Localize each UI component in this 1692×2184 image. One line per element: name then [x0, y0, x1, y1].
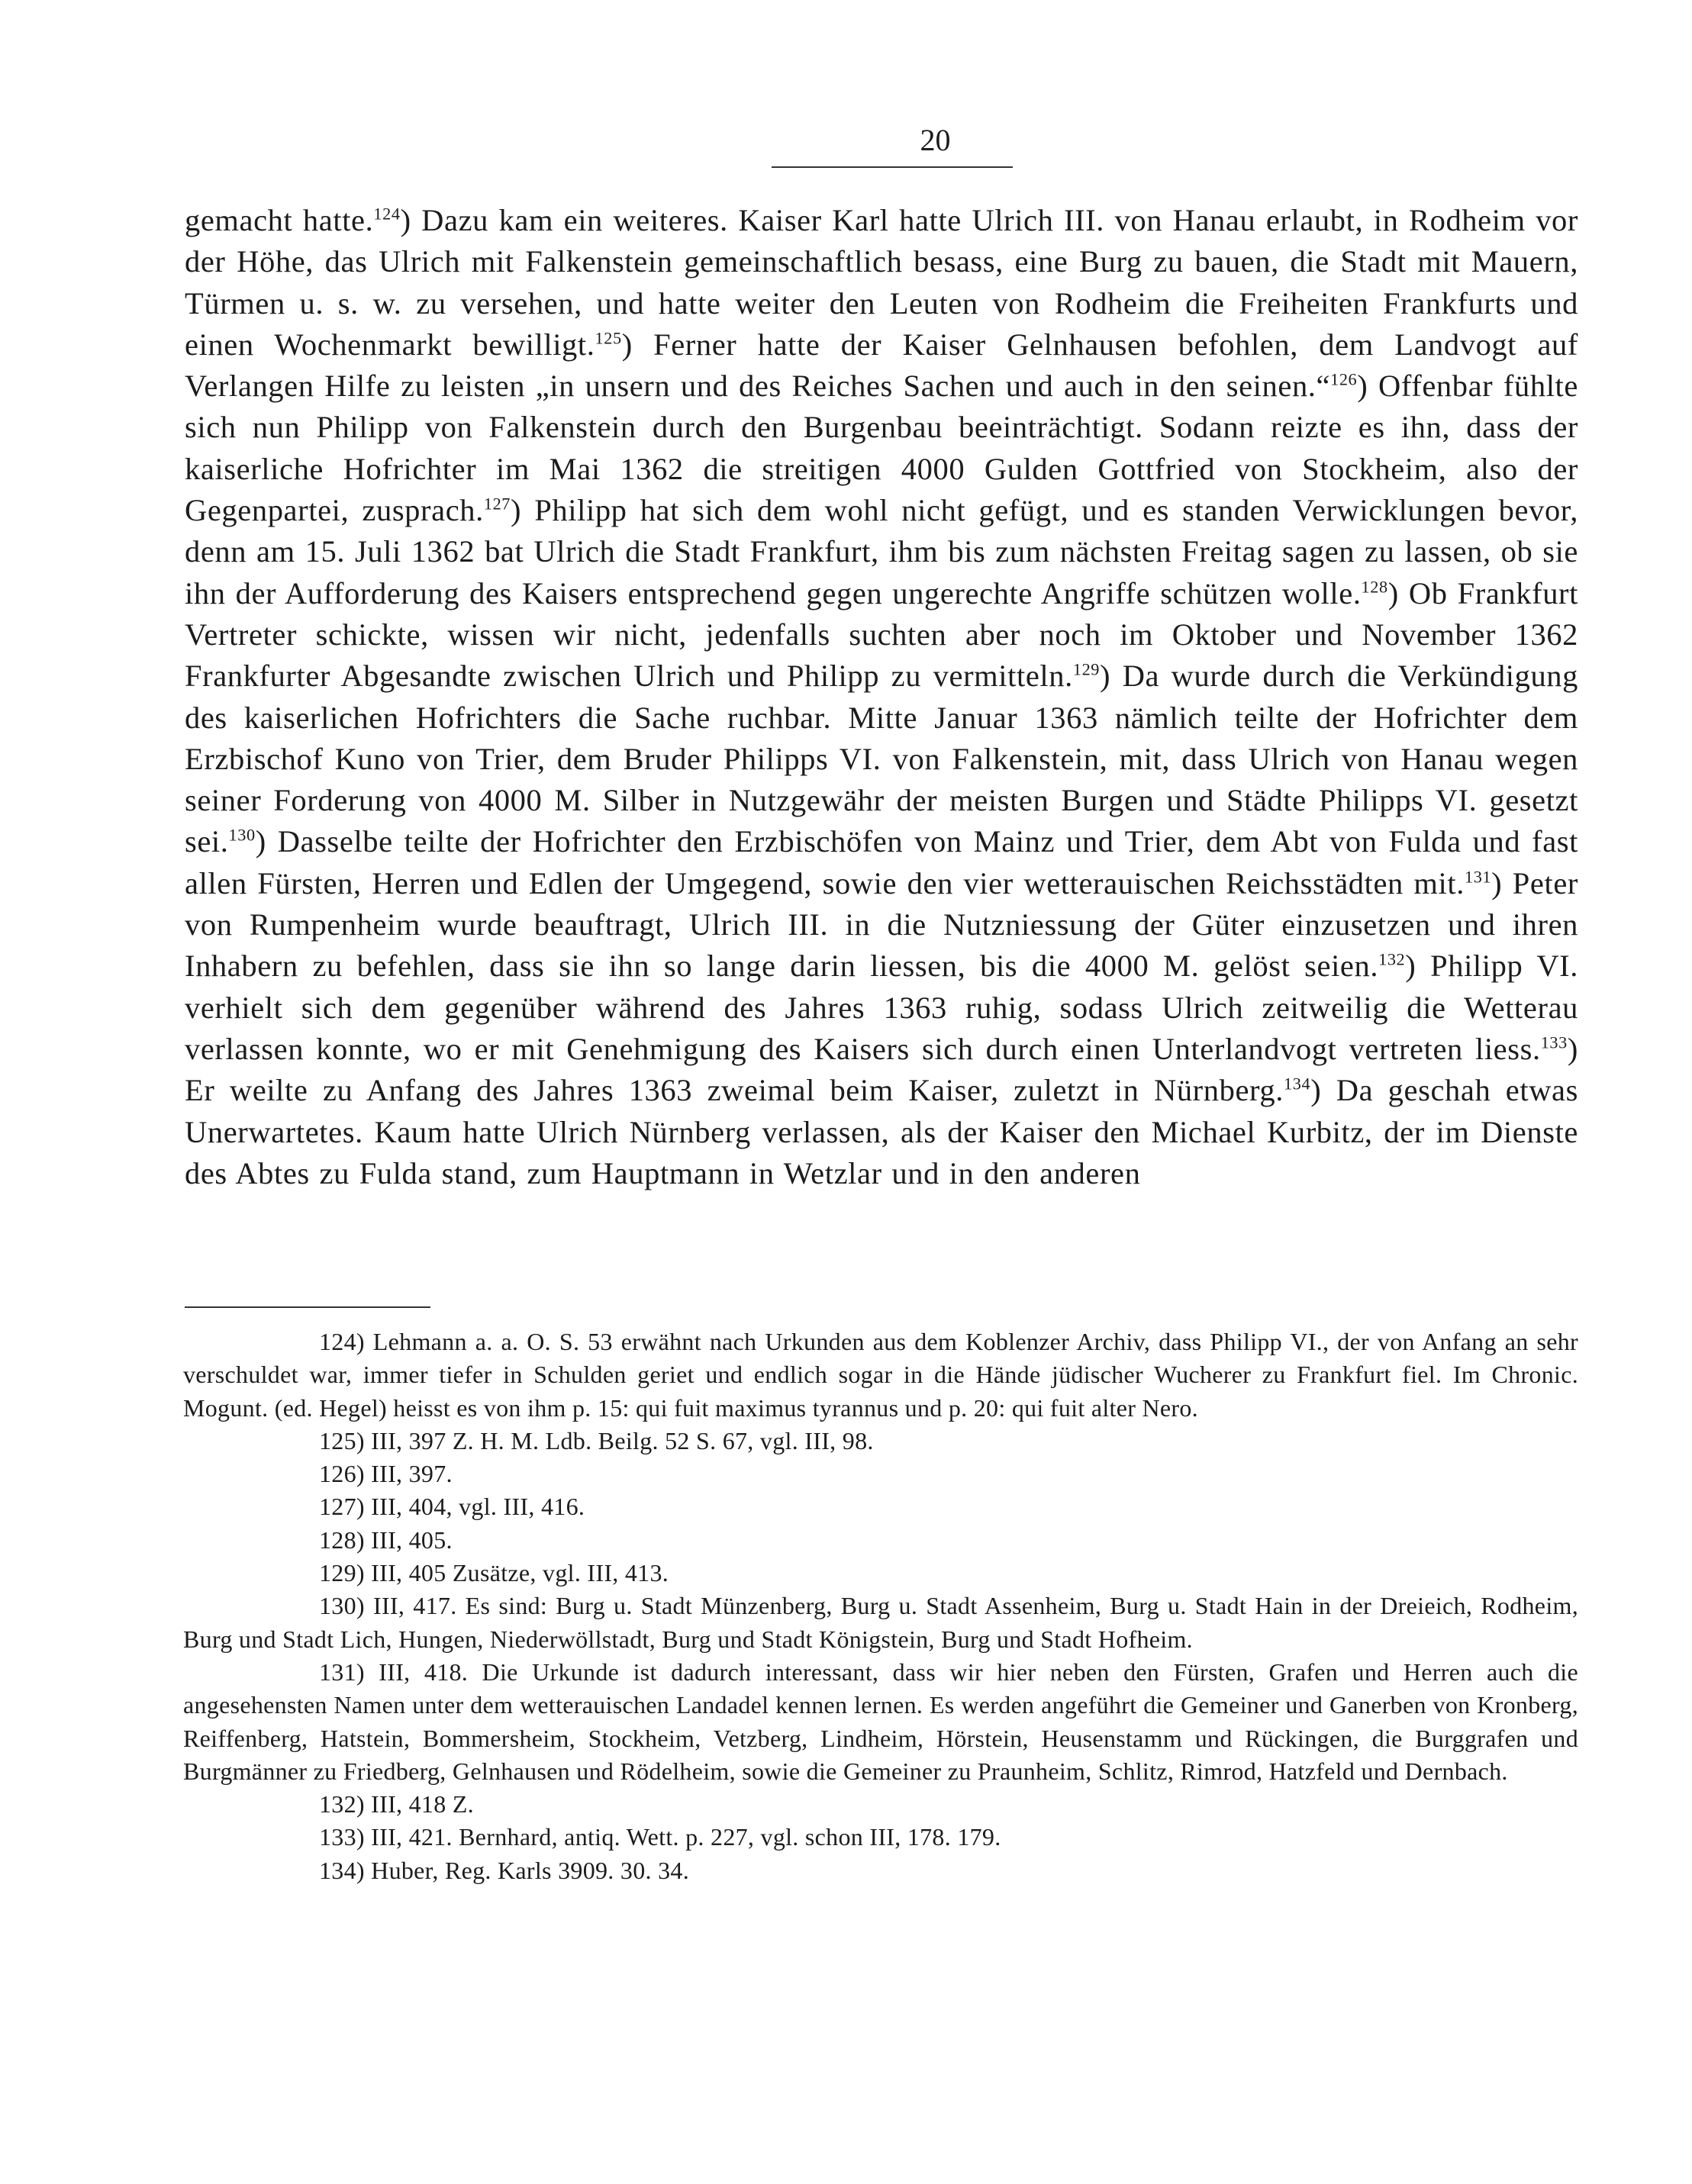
text-run: gemacht hatte.: [185, 203, 374, 237]
text-run: ) Philipp hat sich dem wohl nicht gefügt, und es standen Verwicklungen bevor, denn am 15. Juli 1362 bat Ulrich die Stadt Frankfurt, ihm bis zum nächsten Freitag sagen zu lassen, ob sie ihn der Aufforderung des Kaisers entsprechend gegen ungerechte Angriffe schützen wolle.: [185, 493, 1578, 610]
footnote-134: 134) Huber, Reg. Karls 3909. 30. 34.: [319, 1856, 690, 1884]
footnote-marker: 129: [1072, 659, 1101, 679]
footnote-marker: 134: [1283, 1074, 1311, 1094]
text-run: ) Da wurde durch die Verkündigung des kaiserlichen Hofrichters die Sache ruchbar. Mitte Januar 1363 nämlich teilte der Hofrichter dem Erzbischof Kuno von Trier, dem Bruder Philipps VI. von Falkenstein, mit, dass Ulrich von Hanau wegen seiner Forderung von 4000 M. Silber in Nutzgewähr der meisten Burgen und Städte Philipps VI. gesetzt sei.: [185, 659, 1578, 859]
footnote-129: 129) III, 405 Zusätze, vgl. III, 413.: [319, 1559, 669, 1587]
text-run: ) Philipp VI. verhielt sich dem gegenüber während des Jahres 1363 ruhig, sodass Ulrich zeitweilig die Wetterau verlassen konnte, wo er mit Genehmigung des Kaisers sich durch einen Unterlandvogt vertreten liess.: [185, 949, 1578, 1066]
main-paragraph: [185, 200, 1578, 1194]
page-number: 20: [920, 123, 951, 157]
footnote-marker: 131: [1464, 867, 1492, 887]
text-run: ) Dasselbe teilte der Hofrichter den Erzbischöfen von Mainz und Trier, dem Abt von Fulda und fast allen Fürsten, Herren und Edlen der Umgegend, sowie den vier wetterauischen Reichsstädten mit.: [185, 824, 1578, 900]
footnote-marker: 125: [595, 328, 622, 348]
text-run: ) Da geschah etwas Unerwartetes. Kaum hatte Ulrich Nürnberg verlassen, als der Kaiser den Michael Kurbitz, der im Dienste des Abtes zu Fulda stand, zum Hauptmann in Wetzlar und in den anderen: [185, 1073, 1578, 1190]
footnote-124: 124) Lehmann a. a. O. S. 53 erwähnt nach Urkunden aus dem Koblenzer Archiv, dass Philipp VI., der von Anfang an sehr verschuldet war, immer tiefer in Schulden geriet und endlich sogar in die Hände jüdischer Wucherer zu Frankfurt fiel. Im Chronic. Mogunt. (ed. Hegel) heisst es von ihm p. 15: qui fuit maximus tyrannus und p. 20: qui fuit alter Nero.: [183, 1328, 1578, 1422]
footnote-127: 127) III, 404, vgl. III, 416.: [319, 1493, 585, 1521]
footnote-marker: 126: [1330, 369, 1358, 389]
footnotes: [183, 1326, 1578, 1887]
header-rule: [772, 166, 1013, 168]
text-run: ) Dazu kam ein weiteres. Kaiser Karl hatte Ulrich III. von Hanau erlaubt, in Rodheim vor der Höhe, das Ulrich mit Falkenstein gemeinschaftlich besass, eine Burg zu bauen, die Stadt mit Mauern, Türmen u. s. w. zu versehen, und hatte weiter den Leuten von Rodheim die Freiheiten Frankfurts und einen Wochenmarkt bewilligt.: [185, 203, 1578, 362]
footnote-marker: 132: [1378, 949, 1406, 969]
text-run: ) Er weilte zu Anfang des Jahres 1363 zweimal beim Kaiser, zuletzt in Nürnberg.: [185, 1031, 1578, 1108]
footnote-133: 133) III, 421. Bernhard, antiq. Wett. p. 227, vgl. schon III, 178. 179.: [319, 1823, 1001, 1851]
footnote-marker: 133: [1540, 1032, 1568, 1052]
footnote-marker: 124: [373, 204, 401, 224]
footnote-130: 130) III, 417. Es sind: Burg u. Stadt Münzenberg, Burg u. Stadt Assenheim, Burg u. Stadt Hain in der Dreieich, Rodheim, Burg und Stadt Lich, Hungen, Niederwöllstadt, Burg und Stadt Königstein, Burg und Stadt Hofheim.: [183, 1592, 1578, 1653]
footnote-marker: 128: [1361, 577, 1388, 597]
main-text: [185, 200, 1578, 1194]
text-run: ) Offenbar fühlte sich nun Philipp von Falkenstein durch den Burgenbau beeinträchtigt. Sodann reizte es ihn, dass der kaiserliche Hofrichter im Mai 1362 die streitigen 4000 Gulden Gottfried von Stockheim, also der Gegenpartei, zusprach.: [185, 369, 1578, 528]
text-run: ) Ferner hatte der Kaiser Gelnhausen befohlen, dem Landvogt auf Verlangen Hilfe zu leisten „in unsern und des Reiches Sachen und auch in den seinen.“: [185, 327, 1578, 404]
footnote-131: 131) III, 418. Die Urkunde ist dadurch interessant, dass wir hier neben den Fürsten, Grafen und Herren auch die angesehensten Namen unter dem wetterauischen Landadel kennen lernen. Es werden angeführt die Gemeiner und Ganerben von Kronberg, Reiffenberg, Hatstein, Bommersheim, Stockheim, Vetzberg, Lindheim, Hörstein, Heusenstamm und Rückingen, die Burggrafen und Burgmänner zu Friedberg, Gelnhausen und Rödelheim, sowie die Gemeiner zu Praunheim, Schlitz, Rimrod, Hatzfeld und Dernbach.: [183, 1657, 1578, 1785]
footnote-marker: 127: [483, 494, 511, 514]
footnote-128: 128) III, 405.: [319, 1525, 453, 1554]
footnote-separator: [185, 1306, 430, 1308]
footnote-125: 125) III, 397 Z. H. M. Ldb. Beilg. 52 S. 67, vgl. III, 98.: [319, 1426, 874, 1454]
footnote-marker: 130: [228, 825, 256, 845]
footnote-126: 126) III, 397.: [319, 1460, 453, 1488]
text-run: ) Ob Frankfurt Vertreter schickte, wissen wir nicht, jedenfalls suchten aber noch im Oktober und November 1362 Frankfurter Abgesandte zwischen Ulrich und Philipp zu vermitteln.: [185, 575, 1578, 694]
footnote-132: 132) III, 418 Z.: [319, 1790, 474, 1818]
text-run: ) Peter von Rumpenheim wurde beauftragt, Ulrich III. in die Nutzniessung der Güter einzusetzen und ihren Inhabern zu befehlen, dass sie ihn so lange darin liessen, bis die 4000 M. gelöst seien.: [185, 865, 1579, 984]
